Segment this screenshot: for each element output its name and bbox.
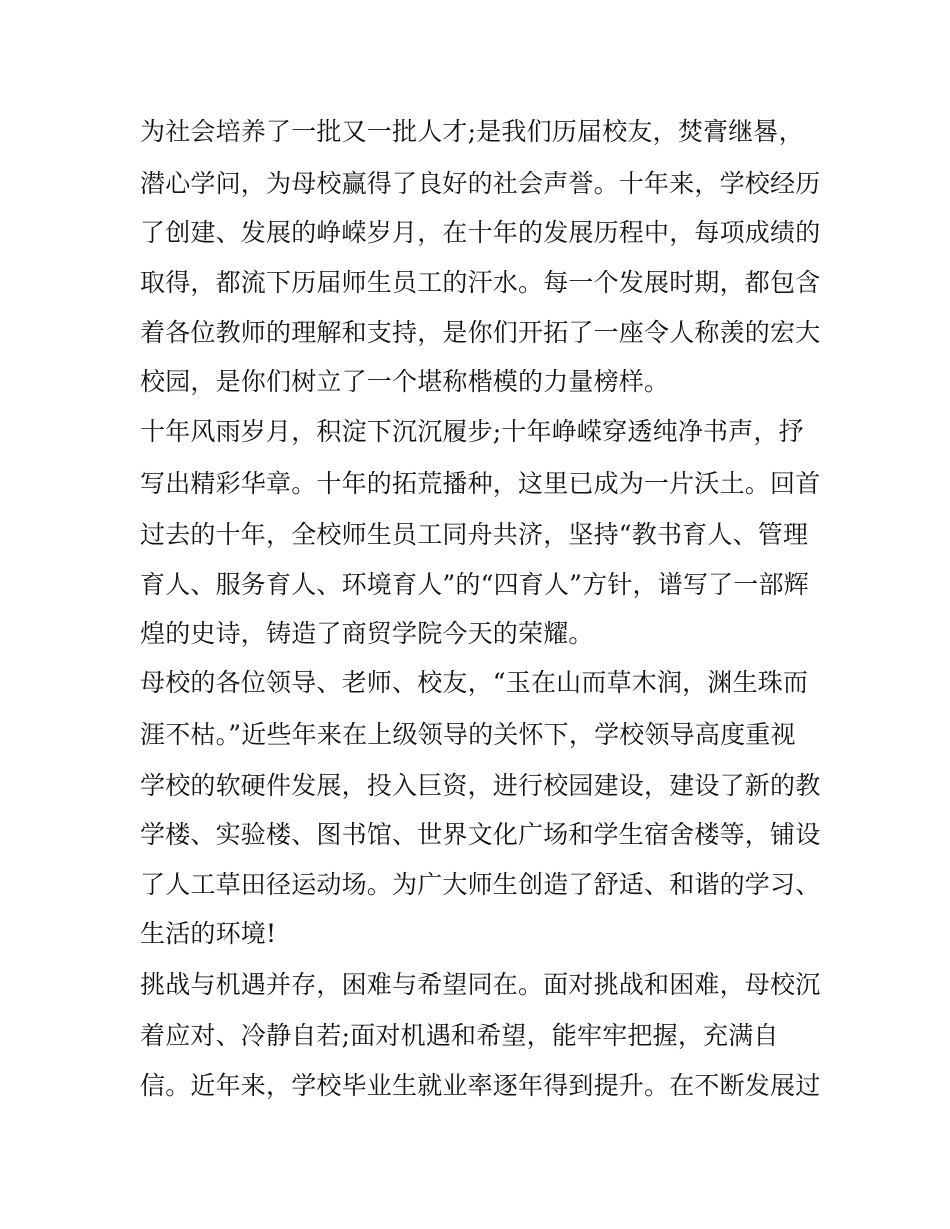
text-line: 生活的环境! bbox=[140, 919, 277, 948]
text-line: 涯不枯。”近些年来在上级领导的关怀下，学校领导高度重视 bbox=[140, 720, 796, 749]
text-line: 煌的史诗，铸造了商贸学院今天的荣耀。 bbox=[140, 619, 594, 648]
text-line: 潜心学问，为母校赢得了良好的社会声誉。十年来，学校经历 bbox=[140, 169, 821, 198]
text-line: 着各位教师的理解和支持，是你们开拓了一座令人称羡的宏大 bbox=[140, 318, 821, 347]
text-line: 信。近年来，学校毕业生就业率逐年得到提升。在不断发展过 bbox=[140, 1071, 821, 1100]
text-line: 挑战与机遇并存，困难与希望同在。面对挑战和困难，母校沉 bbox=[140, 970, 821, 999]
text-line: 育人、服务育人、环境育人”的“四育人”方针，谱写了一部辉 bbox=[140, 570, 809, 599]
text-line: 校园，是你们树立了一个堪称楷模的力量榜样。 bbox=[140, 367, 670, 396]
text-line: 为社会培养了一批又一批人才;是我们历届校友，焚膏继晷， bbox=[140, 117, 804, 146]
text-line: 过去的十年，全校师生员工同舟共济，坚持“教书育人、管理 bbox=[140, 520, 809, 549]
text-line: 学校的软硬件发展，投入巨资，进行校园建设，建设了新的教 bbox=[140, 771, 821, 800]
text-line: 母校的各位领导、老师、校友，“玉在山而草木润，渊生珠而 bbox=[140, 668, 809, 697]
text-line: 了人工草田径运动场。为广大师生创造了舒适、和谐的学习、 bbox=[140, 870, 821, 899]
text-line: 着应对、冷静自若;面对机遇和希望，能牢牢把握，充满自 bbox=[140, 1021, 779, 1050]
text-line: 学楼、实验楼、图书馆、世界文化广场和学生宿舍楼等，铺设 bbox=[140, 820, 821, 849]
text-line: 写出精彩华章。十年的拓荒播种，这里已成为一片沃土。回首 bbox=[140, 469, 821, 498]
text-line: 了创建、发展的峥嵘岁月，在十年的发展历程中，每项成绩的 bbox=[140, 218, 821, 247]
text-line: 取得，都流下历届师生员工的汗水。每一个发展时期，都包含 bbox=[140, 268, 821, 297]
text-line: 十年风雨岁月，积淀下沉沉履步;十年峥嵘穿透纯净书声，抒 bbox=[140, 417, 804, 446]
